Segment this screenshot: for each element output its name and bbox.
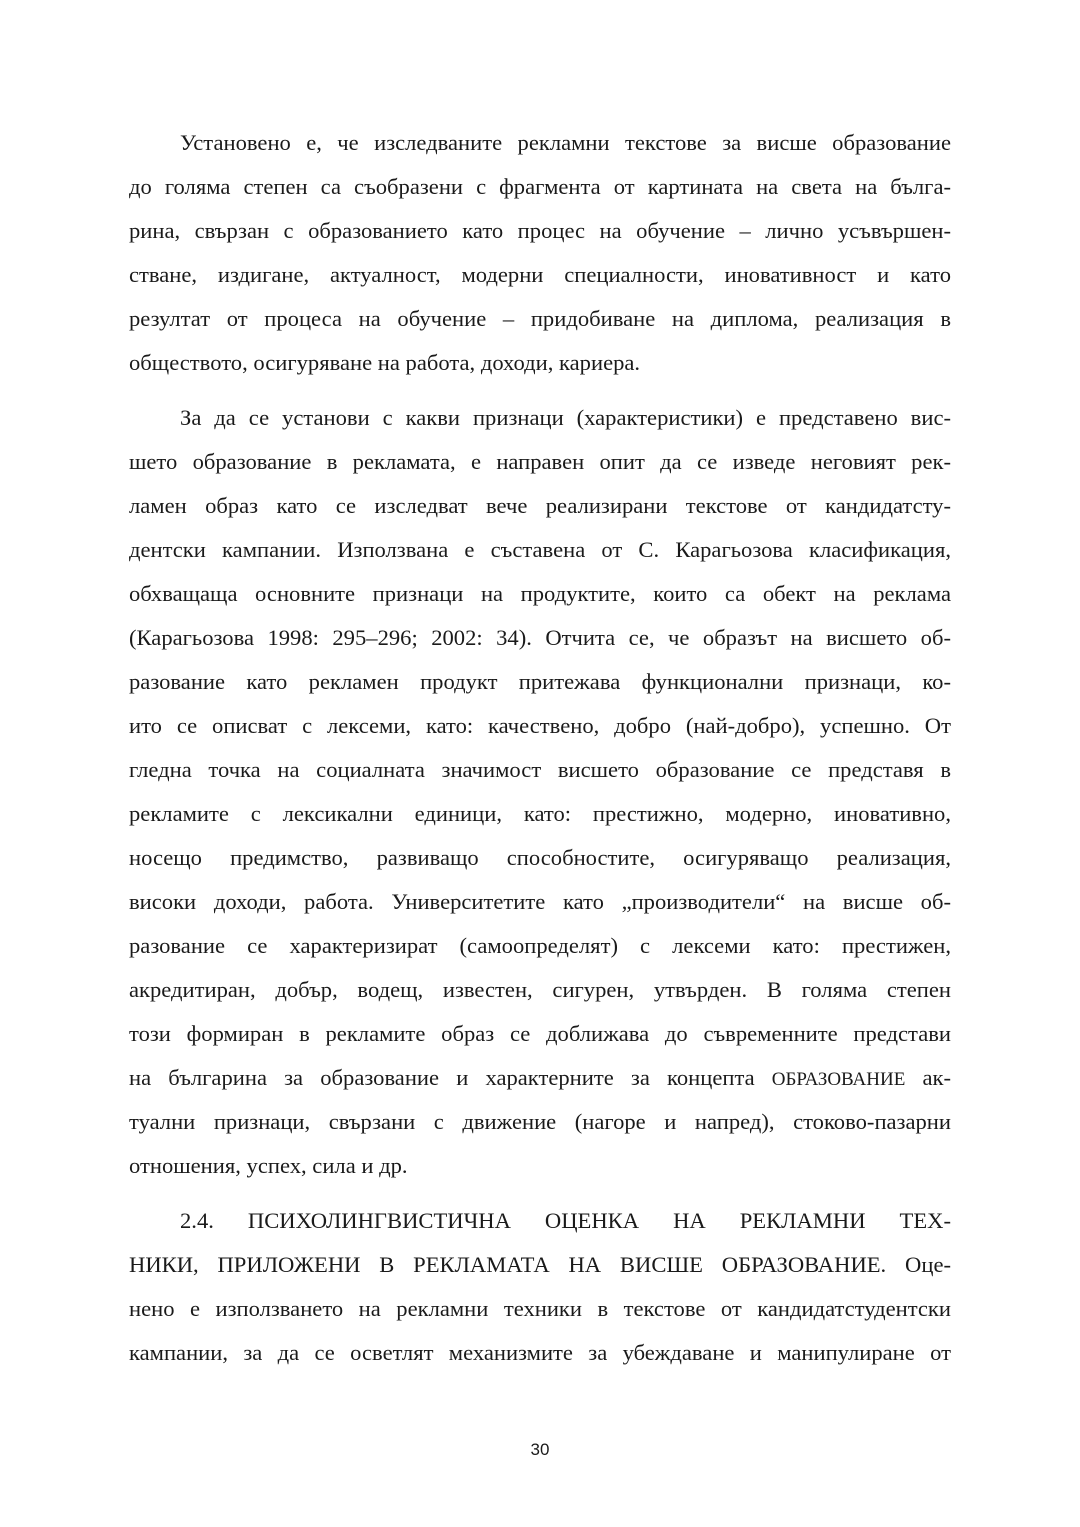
text-line: гледна точка на социалната значимост висшето образование се представя в	[129, 757, 951, 782]
text-line: обществото, осигуряване на работа, доходи, кариера.	[129, 350, 641, 375]
text-line: Установено е, че изследваните рекламни текстове за висше образование	[180, 130, 951, 155]
text-line: (Карагьозова 1998: 295–296; 2002: 34). Отчита се, че образът на висшето об-	[129, 625, 951, 650]
text-line: нено е използването на рекламни техники в текстове от кандидатстудентски	[129, 1296, 951, 1321]
text-segment: на българина за образование и характерните за концепта	[129, 1065, 772, 1090]
text-line: 2.4. ПСИХОЛИНГВИСТИЧНА ОЦЕНКА НА РЕКЛАМНИ ТЕХ-	[180, 1208, 951, 1233]
text-line: акредитиран, добър, водещ, известен, сигурен, утвърден. В голяма степен	[129, 977, 951, 1002]
body-text	[129, 121, 951, 1375]
page-number: 30	[530, 1440, 550, 1459]
concept-term: ОБРАЗОВАНИЕ	[771, 1069, 906, 1090]
text-line: рекламите с лексикални единици, като: престижно, модерно, иновативно,	[129, 801, 951, 826]
text-line	[129, 1056, 951, 1100]
text-line: ламен образ като се изследват вече реализирани текстове от кандидатсту-	[129, 493, 951, 518]
text-line: обхващаща основните признаци на продуктите, които са обект на реклама	[129, 581, 951, 606]
paragraph-2	[129, 396, 951, 1188]
text-line: до голяма степен са съобразени с фрагмента от картината на света на бълга-	[129, 174, 951, 199]
text-line: За да се установи с какви признаци (характеристики) е представено вис-	[180, 405, 951, 430]
text-line: туални признаци, свързани с движение (нагоре и напред), стоково-пазарни	[129, 1109, 951, 1134]
text-line: рина, свързан с образованието като процес на обучение – лично усъвършен-	[129, 218, 951, 243]
text-segment: ак-	[905, 1065, 951, 1090]
text-line: шето образование в рекламата, е направен опит да се изведе неговият рек-	[129, 449, 951, 474]
text-line: дентски кампании. Използвана е съставена от С. Карагьозова класификация,	[129, 537, 951, 562]
text-line: разование като рекламен продукт притежава функционални признаци, ко-	[129, 669, 951, 694]
text-line: ито се описват с лексеми, като: качествено, добро (най-добро), успешно. От	[129, 713, 951, 738]
text-line: разование се характеризират (самоопределят) с лексеми като: престижен,	[129, 933, 951, 958]
text-line: носещо предимство, развиващо способностите, осигуряващо реализация,	[129, 845, 951, 870]
text-line: отношения, успех, сила и др.	[129, 1153, 408, 1178]
text-line: резултат от процеса на обучение – придобиване на диплома, реализация в	[129, 306, 951, 331]
text-line: НИКИ, ПРИЛОЖЕНИ В РЕКЛАМАТА НА ВИСШЕ ОБРАЗОВАНИЕ. Оце-	[129, 1252, 951, 1277]
paragraph-3-section-heading	[129, 1199, 951, 1375]
text-line: този формиран в рекламите образ се доближава до съвременните представи	[129, 1021, 951, 1046]
text-line: кампании, за да се осветлят механизмите за убеждаване и манипулиране от	[129, 1340, 951, 1365]
paragraph-1	[129, 121, 951, 385]
text-line: стване, издигане, актуалност, модерни специалности, иновативност и като	[129, 262, 951, 287]
text-line: високи доходи, работа. Университетите като „производители“ на висше об-	[129, 889, 951, 914]
